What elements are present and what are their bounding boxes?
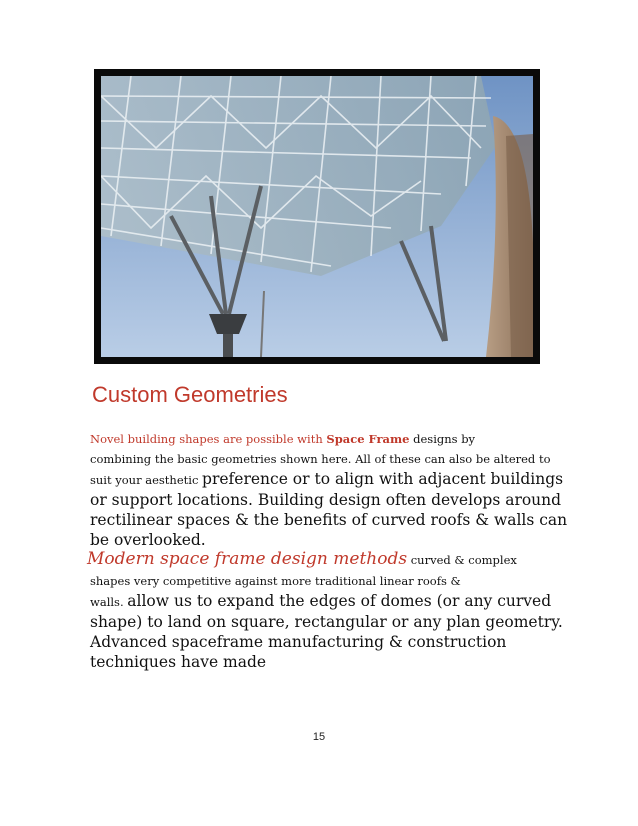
body-paragraph-1 xyxy=(90,428,568,550)
text-run: allow us to expand the edges of domes (or any curved xyxy=(127,592,552,610)
paragraph-line: shape) to land on square, rectangular or any plan geometry. xyxy=(90,613,563,631)
text-run: Novel building shapes are possible with xyxy=(90,432,327,446)
paragraph-line xyxy=(87,591,552,612)
space-frame-photo xyxy=(94,69,540,364)
text-run: curved & complex xyxy=(407,553,517,567)
paragraph-line: be overlooked. xyxy=(90,531,206,549)
paragraph-line xyxy=(87,548,547,571)
text-run: suit your aesthetic xyxy=(90,473,203,487)
text-run: preference or to align with adjacent buildings xyxy=(202,470,564,488)
emphasis-design-methods: Modern space frame design methods xyxy=(87,549,408,569)
space-frame-photo-icon xyxy=(101,76,533,357)
paragraph-line: Advanced spaceframe manufacturing & construction xyxy=(90,633,507,651)
paragraph-line: combining the basic geometries shown here. All of these can also be altered to xyxy=(90,452,551,466)
page-title: Custom Geometries xyxy=(92,382,288,407)
paragraph-line: rectilinear spaces & the benefits of curved roofs & walls can xyxy=(90,511,568,529)
page-number: 15 xyxy=(312,731,326,743)
emphasis-space-frame: Space Frame xyxy=(326,432,410,446)
body-paragraph-2 xyxy=(87,548,563,672)
paragraph-line: or support locations. Building design often develops around xyxy=(90,491,562,509)
text-run: walls. xyxy=(90,595,128,609)
paragraph-line xyxy=(90,428,550,449)
paragraph-line xyxy=(90,469,564,490)
paragraph-line: shapes very competitive against more traditional linear roofs & xyxy=(90,574,461,588)
text-run: designs by xyxy=(409,432,476,446)
paragraph-line: techniques have made xyxy=(90,653,267,671)
